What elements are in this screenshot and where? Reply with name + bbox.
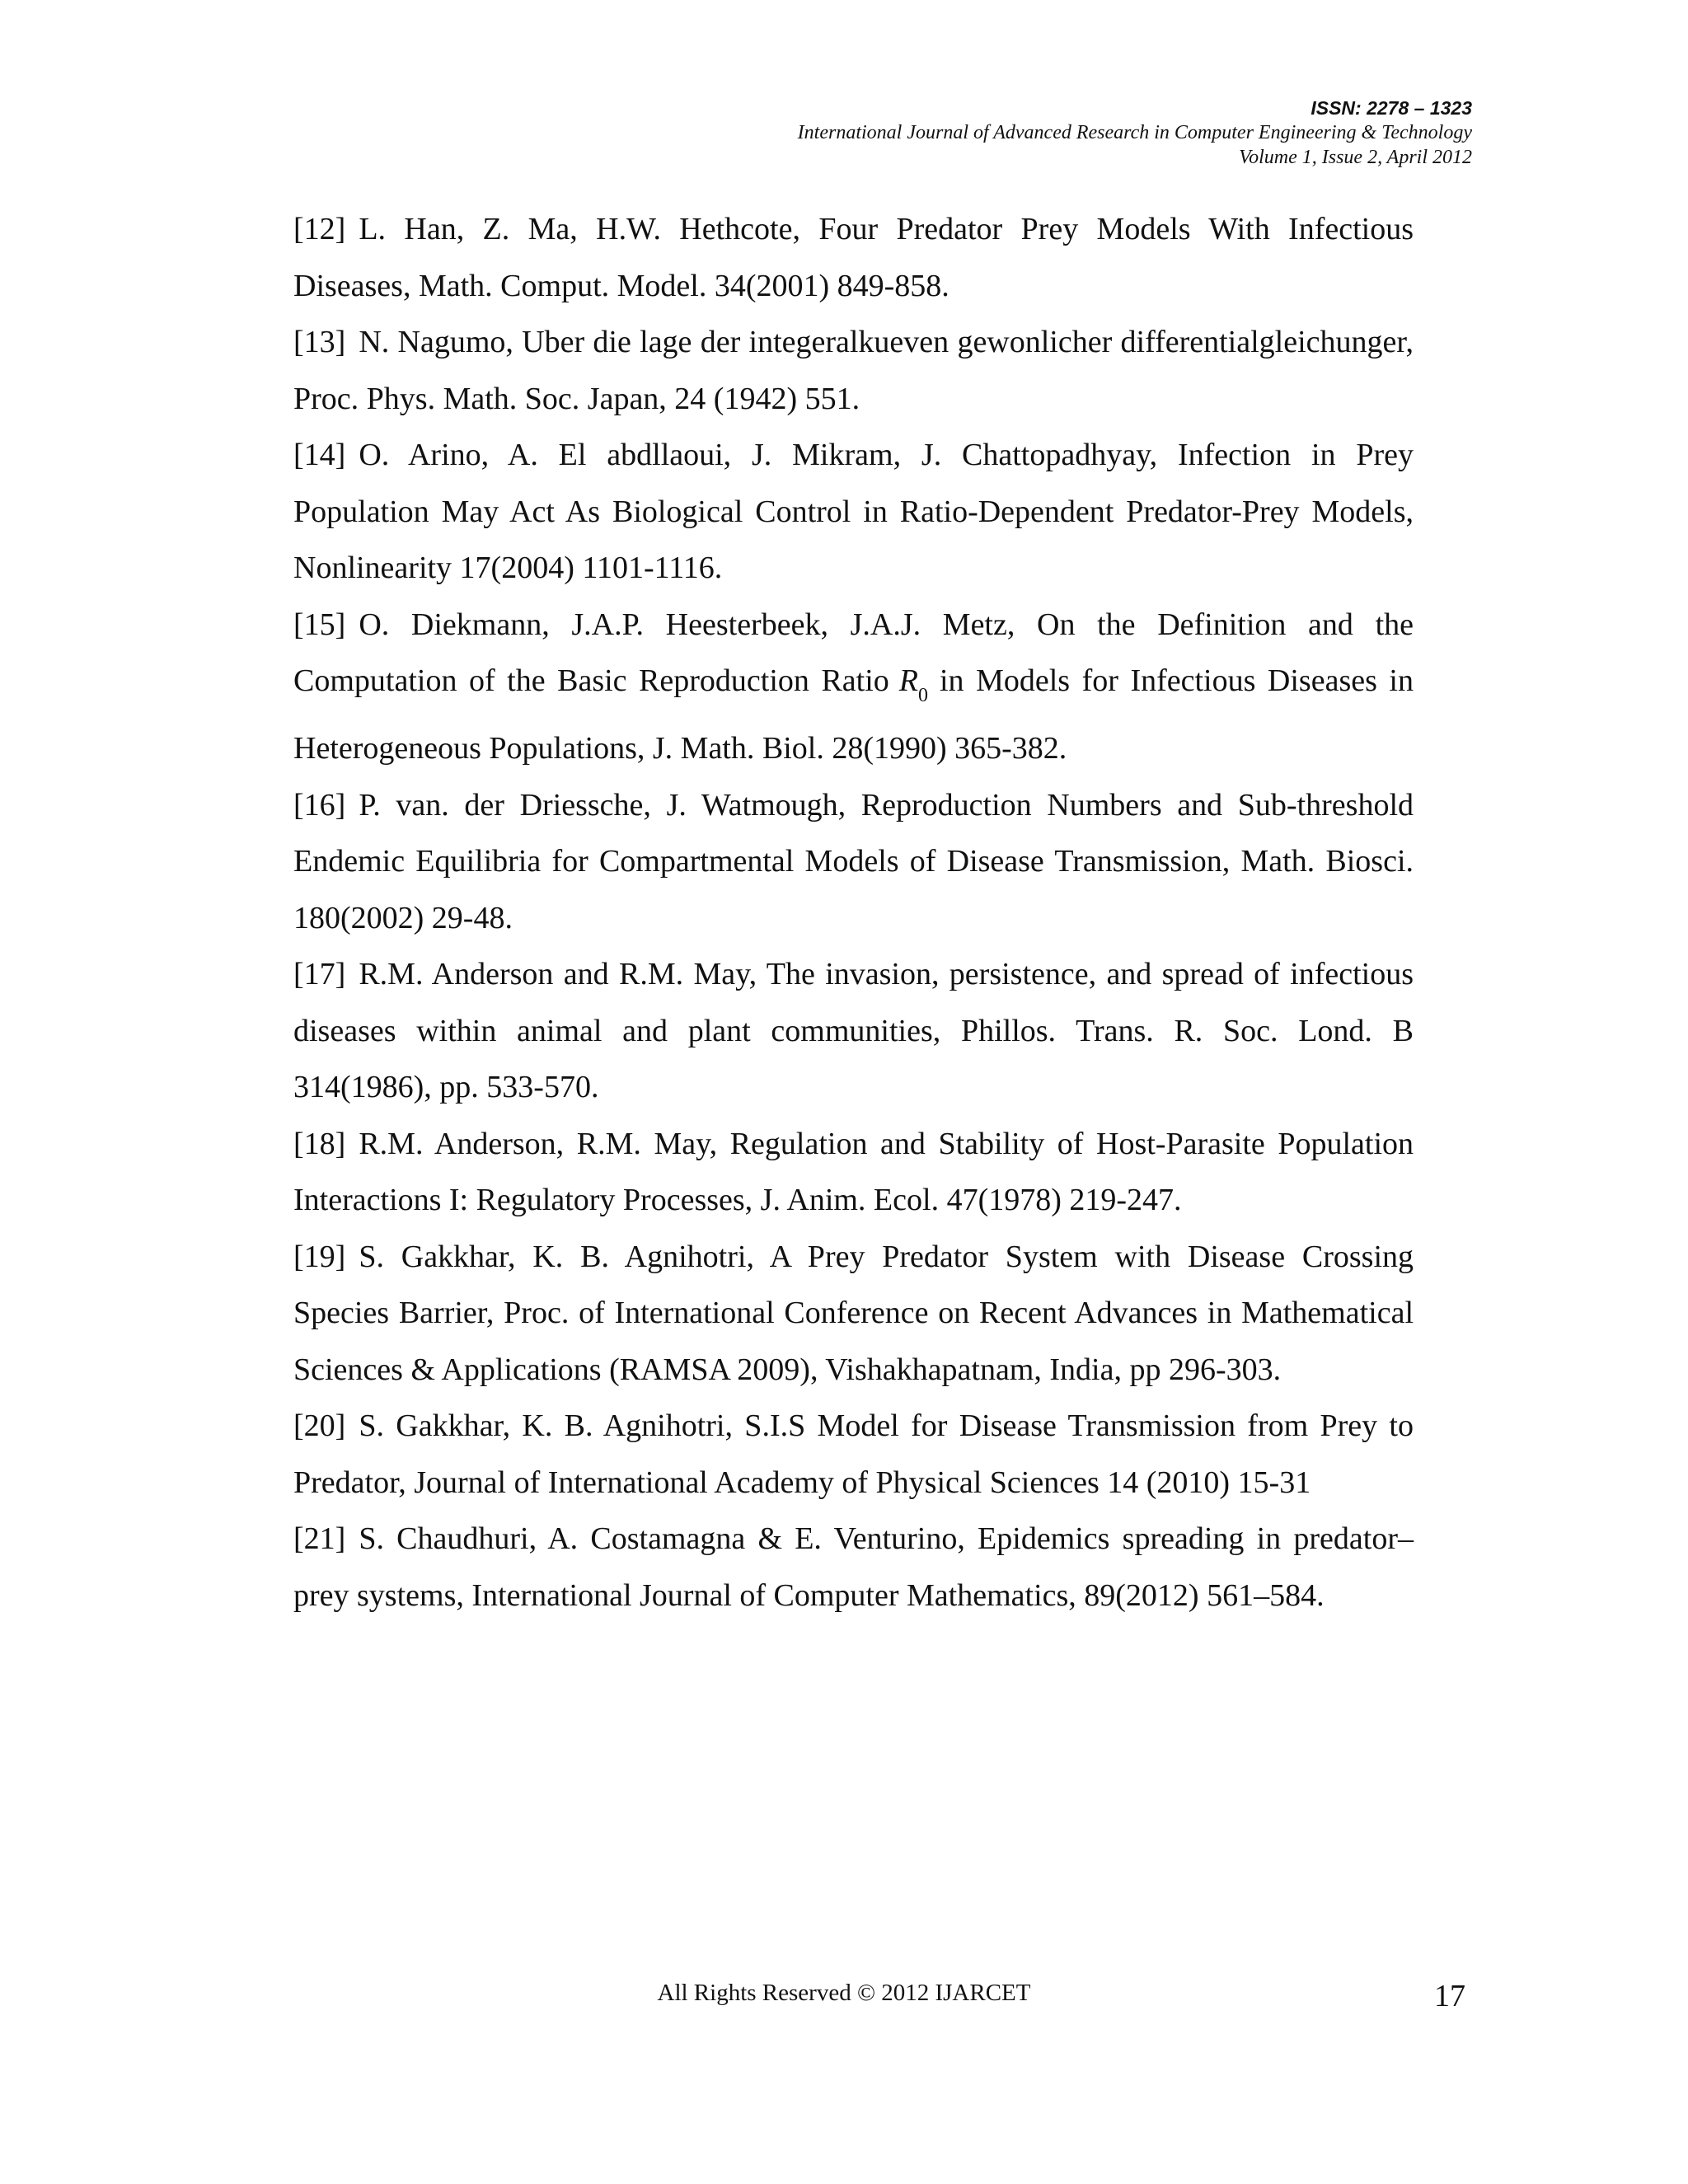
reference-19 — [293, 1229, 1414, 1399]
reference-number: [16] — [293, 787, 346, 823]
reference-text: O. Arino, A. El abdllaoui, J. Mikram, J. Chattopadhyay, Infection in Prey Population May Act As Biological Control in Ratio-Dependent Predator-Prey Models, Nonlinearity 17(2004) 1101-1116. — [293, 438, 1414, 585]
reference-number: [15] — [293, 607, 346, 642]
reference-16 — [293, 777, 1414, 947]
reference-text: R.M. Anderson and R.M. May, The invasion, persistence, and spread of infectious diseases within animal and plant communities, Phillos. Trans. R. Soc. Lond. B 314(1986), pp. 533-570. — [293, 957, 1414, 1105]
reference-17 — [293, 946, 1414, 1116]
reference-12 — [293, 201, 1414, 314]
reference-number: [13] — [293, 325, 346, 359]
reference-number: [21] — [293, 1521, 346, 1557]
reference-text-after: in Models for Infectious Diseases in Heterogeneous Populations, J. Math. Biol. 28(1990) 365-382. — [293, 663, 1414, 766]
reference-text: N. Nagumo, Uber die lage der integeralkueven gewonlicher differentialgleichunger, Proc. Phys. Math. Soc. Japan, 24 (1942) 551. — [293, 325, 1414, 416]
reference-18 — [293, 1116, 1414, 1229]
reference-number: [17] — [293, 957, 346, 992]
reference-text: S. Gakkhar, K. B. Agnihotri, A Prey Predator System with Disease Crossing Species Barrier, Proc. of International Conference on Recent Advances in Mathematical Sciences & Applications (RAMSA 2009), Vishakhapatnam, India, pp 296-303. — [293, 1239, 1414, 1387]
reference-15 — [293, 597, 1414, 777]
volume-issue: Volume 1, Issue 2, April 2012 — [1239, 147, 1472, 168]
page-number: 17 — [1434, 1979, 1465, 2013]
reference-21 — [293, 1511, 1414, 1624]
reference-14 — [293, 427, 1414, 597]
reference-number: [14] — [293, 438, 346, 472]
reference-text: R.M. Anderson, R.M. May, Regulation and Stability of Host-Parasite Population Interactions I: Regulatory Processes, J. Anim. Ecol. 47(1978) 219-247. — [293, 1126, 1414, 1218]
reference-13 — [293, 314, 1414, 427]
reference-number: [18] — [293, 1126, 346, 1161]
reference-text: S. Chaudhuri, A. Costamagna & E. Venturino, Epidemics spreading in predator–prey systems, International Journal of Computer Mathematics, 89(2012) 561–584. — [293, 1521, 1414, 1613]
reference-list — [293, 201, 1414, 1624]
copyright-footer: All Rights Reserved © 2012 IJARCET — [657, 1980, 1031, 2006]
reference-20 — [293, 1398, 1414, 1511]
reference-text-before: O. Diekmann, J.A.P. Heesterbeek, J.A.J. Metz, On the Definition and the Computation of the Basic Reproduction Ratio — [293, 607, 1414, 698]
issn-label: ISSN: 2278 – 1323 — [1311, 97, 1472, 119]
reference-text: P. van. der Driessche, J. Watmough, Reproduction Numbers and Sub-threshold Endemic Equilibria for Compartmental Models of Disease Transmission, Math. Biosci. 180(2002) 29-48. — [293, 787, 1414, 935]
reproduction-ratio-symbol: $R_0$ — [898, 663, 928, 706]
reference-text: L. Han, Z. Ma, H.W. Hethcote, Four Predator Prey Models With Infectious Diseases, Math. Comput. Model. 34(2001) 849-858. — [293, 212, 1414, 303]
journal-header — [798, 96, 1472, 170]
reference-number: [12] — [293, 212, 346, 246]
journal-title: International Journal of Advanced Research in Computer Engineering & Technology — [797, 122, 1472, 143]
reference-number: [19] — [293, 1239, 346, 1274]
reference-text: S. Gakkhar, K. B. Agnihotri, S.I.S Model for Disease Transmission from Prey to Predator, Journal of International Academy of Physical Sciences 14 (2010) 15-31 — [293, 1408, 1414, 1500]
reference-number: [20] — [293, 1408, 346, 1444]
